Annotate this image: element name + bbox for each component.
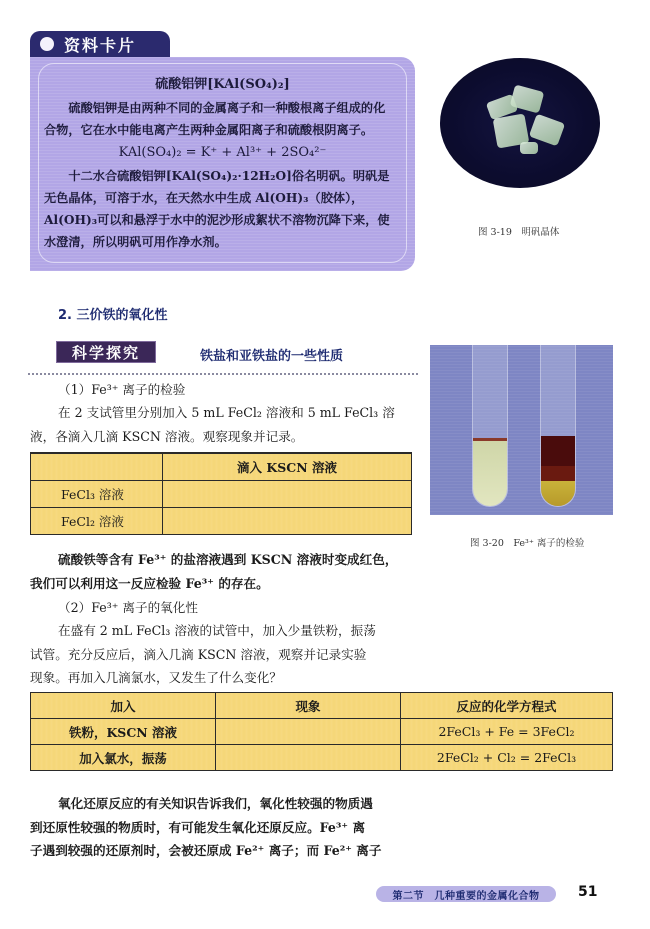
info-card-p2-l4: 水澄清，所以明矾可用作净水剂。 xyxy=(44,235,227,249)
test-tube-left xyxy=(472,345,508,507)
info-card-tab xyxy=(30,31,170,57)
info-card-p2-l2: 无色晶体，可溶于水，在天然水中生成 Al(OH)₃（胶体）， xyxy=(44,191,364,205)
dotted-divider xyxy=(28,373,418,375)
info-card-tab-label: 资料卡片 xyxy=(64,35,137,55)
part2-line3: 现象。再加入几滴氯水，又发生了什么变化？ xyxy=(30,670,282,685)
section-heading: 2. 三价铁的氧化性 xyxy=(58,308,168,323)
table-cell xyxy=(163,480,412,507)
info-card xyxy=(30,57,415,271)
table-cell: 2FeCl₃ + Fe = 3FeCl₂ xyxy=(401,719,613,745)
alum-crystal-photo xyxy=(440,58,600,188)
footer-section-label: 第二节 几种重要的金属化合物 xyxy=(376,886,556,902)
science-explore-tag: 科学探究 xyxy=(56,341,156,363)
conclusion-line1: 硫酸铁等含有 Fe³⁺ 的盐溶液遇到 KSCN 溶液时变成红色， xyxy=(58,552,398,567)
figure-3-20-caption: 图 3-20 Fe³⁺ 离子的检验 xyxy=(470,538,585,549)
body-line1: 氧化还原反应的有关知识告诉我们，氧化性较强的物质遇 xyxy=(58,796,373,811)
page-number: 51 xyxy=(578,884,598,900)
part1-line1: 在 2 支试管里分别加入 5 mL FeCl₂ 溶液和 5 mL FeCl₃ 溶 xyxy=(58,405,395,420)
table-header-cell: 加入 xyxy=(31,693,216,719)
table-header-row xyxy=(31,453,412,480)
kscn-test-table xyxy=(30,452,412,535)
info-card-equation: KAl(SO₄)₂ = K⁺ + Al³⁺ + 2SO₄²⁻ xyxy=(118,145,327,160)
table-cell xyxy=(163,507,412,534)
part2-line2: 试管。充分反应后，滴入几滴 KSCN 溶液，观察并记录实验 xyxy=(30,647,367,662)
table-header-cell: 反应的化学方程式 xyxy=(401,693,613,719)
explore-title: 铁盐和亚铁盐的一些性质 xyxy=(200,349,344,364)
table-header-cell: 滴入 KSCN 溶液 xyxy=(163,453,412,480)
table-cell xyxy=(31,453,163,480)
part2-title: （2）Fe³⁺ 离子的氧化性 xyxy=(58,600,198,615)
table-header-row xyxy=(31,693,613,719)
body-line3: 子遇到较强的还原剂时，会被还原成 Fe²⁺ 离子；而 Fe²⁺ 离子 xyxy=(30,843,382,858)
info-card-p1-l1: 硫酸铝钾是由两种不同的金属离子和一种酸根离子组成的化 xyxy=(68,101,386,115)
table-cell: FeCl₃ 溶液 xyxy=(31,480,163,507)
test-tubes-photo xyxy=(430,345,613,515)
table-row xyxy=(31,480,412,507)
table-cell: 加入氯水，振荡 xyxy=(31,745,216,771)
info-card-p2-l1: 十二水合硫酸铝钾[KAl(SO₄)₂·12H₂O]俗名明矾。明矾是 xyxy=(68,169,390,183)
info-card-p2-l3: Al(OH)₃可以和悬浮于水中的泥沙形成絮状不溶物沉降下来，使 xyxy=(44,213,390,227)
table-cell: 2FeCl₂ + Cl₂ = 2FeCl₃ xyxy=(401,745,613,771)
table-row xyxy=(31,719,613,745)
part1-title: （1）Fe³⁺ 离子的检验 xyxy=(58,382,186,397)
part1-line2: 液，各滴入几滴 KSCN 溶液。观察现象并记录。 xyxy=(30,429,304,444)
part2-line1: 在盛有 2 mL FeCl₃ 溶液的试管中，加入少量铁粉，振荡 xyxy=(58,623,376,638)
figure-3-19-caption: 图 3-19 明矾晶体 xyxy=(478,227,560,238)
table-row xyxy=(31,507,412,534)
bullet-icon xyxy=(40,37,54,51)
table-cell: FeCl₂ 溶液 xyxy=(31,507,163,534)
body-line2: 到还原性较强的物质时，有可能发生氧化还原反应。Fe³⁺ 离 xyxy=(30,820,366,835)
table-cell xyxy=(216,745,401,771)
table-cell xyxy=(216,719,401,745)
conclusion-line2: 我们可以利用这一反应检验 Fe³⁺ 的存在。 xyxy=(30,576,269,591)
oxidation-table xyxy=(30,692,613,771)
info-card-p1-l2: 合物，它在水中能电离产生两种金属阳离子和硫酸根阴离子。 xyxy=(44,123,374,137)
table-row xyxy=(31,745,613,771)
info-card-title: 硫酸铝钾[KAl(SO₄)₂] xyxy=(155,77,290,92)
test-tube-right xyxy=(540,345,576,507)
table-header-cell: 现象 xyxy=(216,693,401,719)
table-cell: 铁粉，KSCN 溶液 xyxy=(31,719,216,745)
